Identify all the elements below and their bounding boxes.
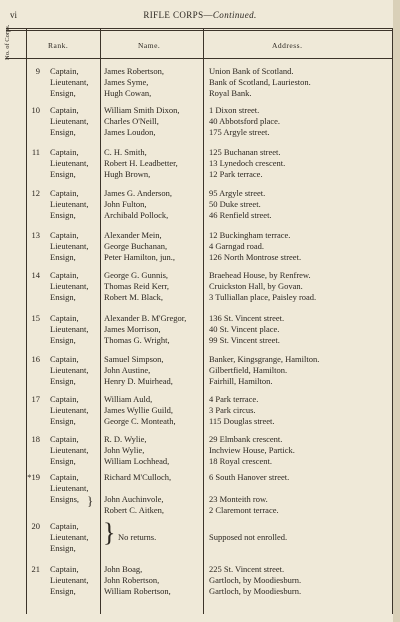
entry-rank: Ensign, (50, 88, 76, 98)
entry-address: 40 St. Vincent place. (209, 324, 280, 334)
entry-address: 18 Royal crescent. (209, 456, 273, 466)
entry-rank: Captain, (50, 521, 79, 531)
corps-number: 18 (31, 434, 40, 444)
page-title (0, 10, 400, 20)
entry-name: John Fulton, (104, 199, 147, 209)
entry-name: George Buchanan, (104, 241, 168, 251)
entry-address: 95 Argyle street. (209, 188, 266, 198)
corps-number: 13 (31, 230, 40, 240)
entry-address: Inchview House, Partick. (209, 445, 295, 455)
entry-rank: Ensign, (50, 456, 76, 466)
entry-address: 46 Renfield street. (209, 210, 272, 220)
entry-address: Union Bank of Scotland. (209, 66, 294, 76)
entry-name: Alexander Mein, (104, 230, 162, 240)
corps-number: 21 (31, 564, 40, 574)
entry-name: Samuel Simpson, (104, 354, 164, 364)
entry-name: William Smith Dixon, (104, 105, 180, 115)
entry-address: 3 Tulliallan place, Paisley road. (209, 292, 317, 302)
page-title-main: RIFLE CORPS— (143, 10, 213, 20)
entry-address: 6 South Hanover street. (209, 472, 290, 482)
entry-name: Robert M. Black, (104, 292, 164, 302)
entry-name: Peter Hamilton, jun., (104, 252, 176, 262)
entry-rank: Ensign, (50, 252, 76, 262)
entry-name: C. H. Smith, (104, 147, 147, 157)
entry-rank: Ensign, (50, 376, 76, 386)
entry-name: John Wylie, (104, 445, 145, 455)
entry-rank: Lieutenant, (50, 158, 89, 168)
entry-rank: Captain, (50, 230, 79, 240)
no-returns-brace: } (103, 518, 116, 547)
entry-name: John Boag, (104, 564, 143, 574)
corps-number: 11 (31, 147, 40, 157)
corps-number: 12 (31, 188, 40, 198)
entry-name: Robert C. Aitken, (104, 505, 164, 515)
entry-name: William Auld, (104, 394, 153, 404)
entry-rank: Lieutenant, (50, 199, 89, 209)
entry-name: Thomas Reid Kerr, (104, 281, 170, 291)
entry-address: 29 Elmbank crescent. (209, 434, 283, 444)
entry-name: R. D. Wylie, (104, 434, 147, 444)
entry-name: Alexander B. M'Gregor, (104, 313, 187, 323)
entry-name: George G. Gunnis, (104, 270, 169, 280)
entry-address: 4 Garngad road. (209, 241, 264, 251)
entry-rank: Captain, (50, 472, 79, 482)
entry-rank: Captain, (50, 105, 79, 115)
entry-name: James Wyllie Guild, (104, 405, 173, 415)
corps-number: 17 (31, 394, 40, 404)
entry-address: 2 Claremont terrace. (209, 505, 279, 515)
entry-address: 225 St. Vincent street. (209, 564, 285, 574)
column-header-address: Address. (272, 41, 303, 50)
entry-address: 12 Buckingham terrace. (209, 230, 291, 240)
entry-address: 12 Park terrace. (209, 169, 263, 179)
entry-address: 4 Park terrace. (209, 394, 259, 404)
entry-rank: Ensign, (50, 335, 76, 345)
entry-address: 136 St. Vincent street. (209, 313, 285, 323)
corps-number: 14 (31, 270, 40, 280)
column-divider-rank (100, 28, 101, 614)
entry-rank: Lieutenant, (50, 116, 89, 126)
entry-rank: Lieutenant, (50, 281, 89, 291)
entry-name: Charles O'Neill, (104, 116, 159, 126)
entry-name: William Lochhead, (104, 456, 170, 466)
header-bottom-rule (6, 58, 392, 59)
page-title-continued: Continued. (212, 10, 257, 20)
entry-address: Bank of Scotland, Laurieston. (209, 77, 311, 87)
entry-name: Thomas G. Wright, (104, 335, 170, 345)
entry-address: Royal Bank. (209, 88, 252, 98)
entry-name: George C. Monteath, (104, 416, 176, 426)
entry-address: Braehead House, by Renfrew. (209, 270, 311, 280)
entry-name: Hugh Brown, (104, 169, 151, 179)
corps-number: 20 (31, 521, 40, 531)
entry-address: Cruickston Hall, by Govan. (209, 281, 303, 291)
column-divider-name (203, 28, 204, 614)
entry-address: Gartloch, by Moodiesburn. (209, 575, 302, 585)
page-number: vi (10, 10, 18, 20)
entry-name: John Robertson, (104, 575, 160, 585)
column-header-corps: No. of Corps. (4, 24, 11, 60)
corps-number: *19 (27, 472, 40, 482)
entry-address: 126 North Montrose street. (209, 252, 302, 262)
table-top-rule (6, 28, 392, 29)
entry-rank: Lieutenant, (50, 241, 89, 251)
entry-name: James G. Anderson, (104, 188, 172, 198)
column-header-name: Name. (138, 41, 161, 50)
entry-rank: Ensign, (50, 586, 76, 596)
entry-name: Archibald Pollock, (104, 210, 169, 220)
entry-address: Gilbertfield, Hamilton. (209, 365, 288, 375)
entry-rank: Captain, (50, 66, 79, 76)
corps-number: 10 (31, 105, 40, 115)
entry-rank: Lieutenant, (50, 445, 89, 455)
entry-name: James Loudon, (104, 127, 156, 137)
entry-rank: Captain, (50, 313, 79, 323)
entry-rank: Ensign, (50, 292, 76, 302)
entry-rank: Captain, (50, 354, 79, 364)
adjacent-page-edge (393, 0, 400, 622)
entry-rank: Ensigns, (50, 494, 80, 504)
entry-rank: Ensign, (50, 416, 76, 426)
column-header-rank: Rank. (48, 41, 69, 50)
entry-address: 13 Lynedoch crescent. (209, 158, 286, 168)
entry-address: 175 Argyle street. (209, 127, 270, 137)
entry-address: 23 Monteith row. (209, 494, 268, 504)
entry-rank: Ensign, (50, 127, 76, 137)
entry-rank: Captain, (50, 394, 79, 404)
entry-name: No returns. (118, 532, 157, 542)
entry-rank: Captain, (50, 564, 79, 574)
entry-rank: Ensign, (50, 210, 76, 220)
entry-address: 3 Park circus. (209, 405, 256, 415)
entry-rank: Captain, (50, 270, 79, 280)
entry-address: 125 Buchanan street. (209, 147, 281, 157)
entry-rank: Captain, (50, 188, 79, 198)
entry-rank: Lieutenant, (50, 532, 89, 542)
entry-name: Hugh Cowan, (104, 88, 152, 98)
entry-name: John Austine, (104, 365, 151, 375)
entry-address: 40 Abbotsford place. (209, 116, 281, 126)
entry-rank: Lieutenant, (50, 483, 89, 493)
entry-rank: Ensign, (50, 169, 76, 179)
entry-name: Henry D. Muirhead, (104, 376, 173, 386)
entry-address: Banker, Kingsgrange, Hamilton. (209, 354, 320, 364)
corps-number: 15 (31, 313, 40, 323)
entry-rank: Lieutenant, (50, 324, 89, 334)
corps-number: 9 (35, 66, 40, 76)
entry-rank: Lieutenant, (50, 405, 89, 415)
entry-address: 50 Duke street. (209, 199, 261, 209)
entry-name: John Auchinvole, (104, 494, 164, 504)
entry-name: Robert H. Leadbetter, (104, 158, 178, 168)
entry-address: 115 Douglas street. (209, 416, 275, 426)
entry-rank: Lieutenant, (50, 77, 89, 87)
entry-name: William Robertson, (104, 586, 171, 596)
entry-name: Richard M'Culloch, (104, 472, 172, 482)
entry-address: Fairhill, Hamilton. (209, 376, 273, 386)
entry-rank: Lieutenant, (50, 365, 89, 375)
entry-address: 99 St. Vincent street. (209, 335, 280, 345)
corps-number: 16 (31, 354, 40, 364)
entry-address: Gartloch, by Moodiesburn. (209, 586, 302, 596)
entry-rank: Lieutenant, (50, 575, 89, 585)
entry-name: James Robertson, (104, 66, 164, 76)
ensigns-brace: } (87, 493, 94, 508)
entry-name: James Morrison, (104, 324, 161, 334)
entry-name: James Syme, (104, 77, 149, 87)
entry-rank: Captain, (50, 147, 79, 157)
entry-rank: Ensign, (50, 543, 76, 553)
entry-rank: Captain, (50, 434, 79, 444)
entry-address: Supposed not enrolled. (209, 532, 288, 542)
entry-address: 1 Dixon street. (209, 105, 260, 115)
table-top-rule-double (6, 30, 392, 31)
